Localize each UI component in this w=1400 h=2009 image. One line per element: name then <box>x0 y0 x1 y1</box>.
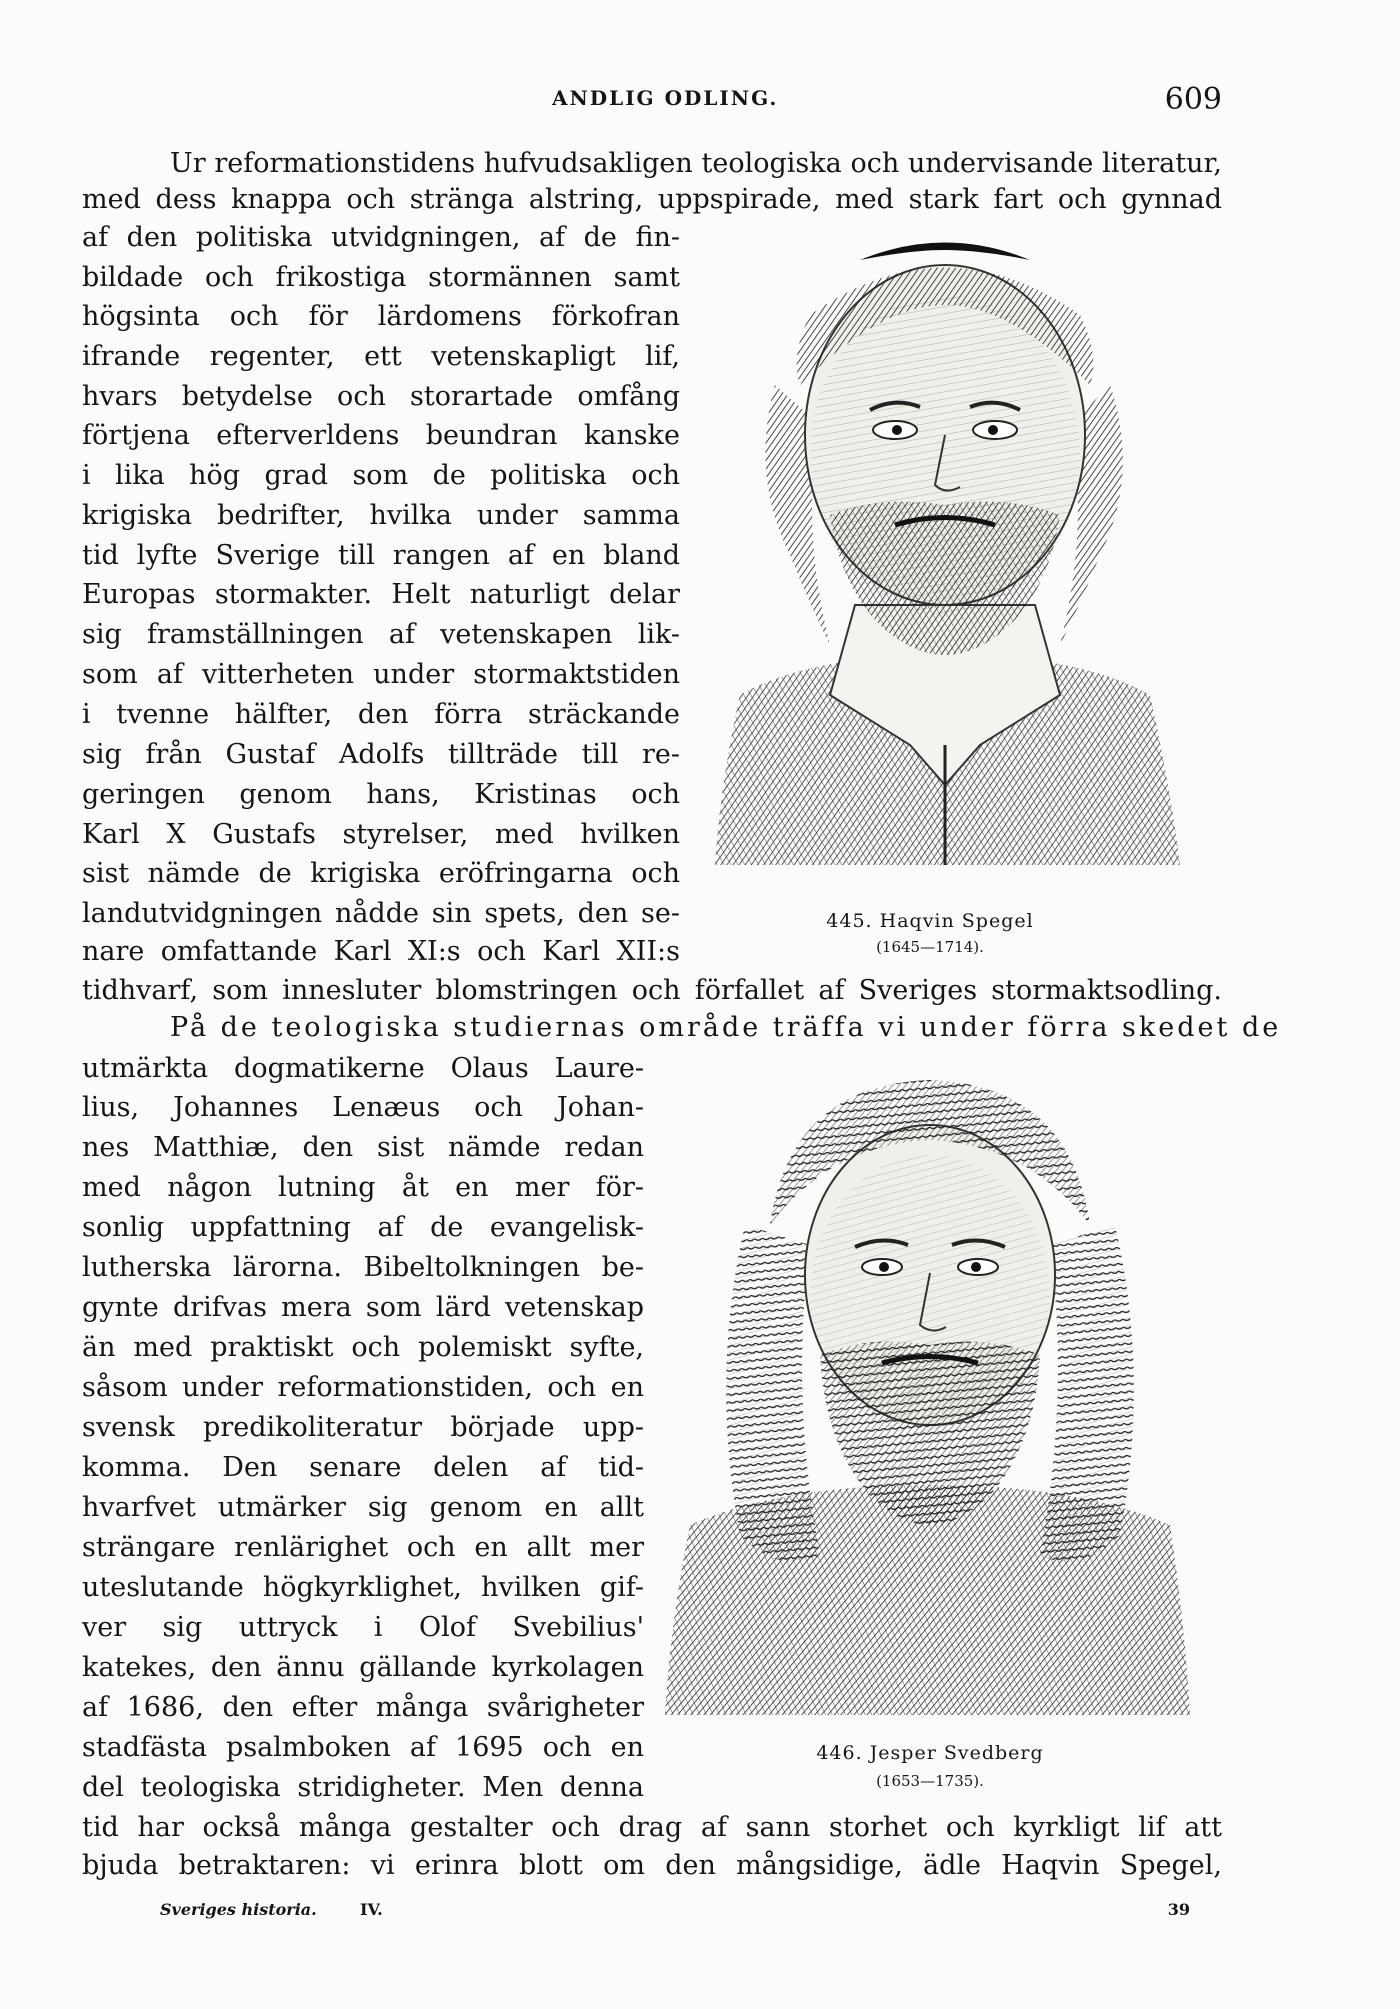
engraving-image <box>650 1055 1210 1725</box>
text-line: lius, Johannes Lenæus och Johan- <box>82 1092 644 1123</box>
text-line: tid lyfte Sverige till rangen af en bland <box>82 540 680 571</box>
signature-mark: Sveriges historia. <box>160 1900 317 1919</box>
running-head <box>82 82 1222 118</box>
text-line: del teologiska stridigheter. Men denna <box>82 1772 644 1803</box>
text-line: i tvenne hälfter, den förra sträckande <box>82 699 680 730</box>
text-line: i lika hög grad som de politiska och <box>82 460 680 491</box>
text-line: tidhvarf, som innesluter blomstringen och förfallet af Sveriges stormaktsodling. <box>82 975 1222 1006</box>
text-line: sist nämde de krigiska eröfringarna och <box>82 858 680 889</box>
sheet-number: 39 <box>1167 1900 1190 1919</box>
text-line: högsinta och för lärdomens förkofran <box>82 301 680 332</box>
text-line: uteslutande högkyrklighet, hvilken gif- <box>82 1572 644 1603</box>
text-line: hvars betydelse och storartade omfång <box>82 381 680 412</box>
text-line: med någon lutning åt en mer för- <box>82 1172 644 1203</box>
text-line: svensk predikoliteratur började upp- <box>82 1412 644 1443</box>
page-footer <box>160 1900 1190 1930</box>
running-title: ANDLIG ODLING. <box>552 86 779 110</box>
text-line: På de teologiska studiernas område träffa vi under förra skedet de <box>170 1012 1282 1043</box>
text-line: sig från Gustaf Adolfs tillträde till re- <box>82 739 680 770</box>
text-line: katekes, den ännu gällande kyrkolagen <box>82 1652 644 1683</box>
engraving-image <box>680 225 1210 885</box>
text-line: ifrande regenter, ett vetenskapligt lif, <box>82 341 680 372</box>
figure-caption: 446. Jesper Svedberg <box>816 1742 1044 1764</box>
text-line: strängare renlärighet och en allt mer <box>82 1532 644 1563</box>
text-line: af den politiska utvidgningen, af de fin- <box>82 222 680 253</box>
portrait-jesper-svedberg <box>650 1055 1210 1725</box>
text-line: Ur reformationstidens hufvudsakligen teologiska och undervisande literatur, <box>170 148 1222 179</box>
text-line: nes Matthiæ, den sist nämde redan <box>82 1132 644 1163</box>
text-line: såsom under reformationstiden, och en <box>82 1372 644 1403</box>
figure-dates: (1645—1714). <box>876 938 984 956</box>
text-line: ver sig uttryck i Olof Svebilius' <box>82 1612 644 1643</box>
text-line: med dess knappa och stränga alstring, uppspirade, med stark fart och gynnad <box>82 184 1222 215</box>
text-line: sig framställningen af vetenskapen lik- <box>82 619 680 650</box>
text-line: af 1686, den efter många svårigheter <box>82 1692 644 1723</box>
figure-dates: (1653—1735). <box>876 1772 984 1790</box>
text-line: som af vitterheten under stormaktstiden <box>82 659 680 690</box>
text-line: bjuda betraktaren: vi erinra blott om den mångsidige, ädle Haqvin Spegel, <box>82 1850 1222 1881</box>
portrait-haqvin-spegel <box>680 225 1210 885</box>
text-line: än med praktiskt och polemiskt syfte, <box>82 1332 644 1363</box>
text-line: Karl X Gustafs styrelser, med hvilken <box>82 819 680 850</box>
text-line: Europas stormakter. Helt naturligt delar <box>82 579 680 610</box>
text-line: förtjena efterverldens beundran kanske <box>82 420 680 451</box>
text-line: stadfästa psalmboken af 1695 och en <box>82 1732 644 1763</box>
text-line: lutherska lärorna. Bibeltolkningen be- <box>82 1252 644 1283</box>
volume-mark: IV. <box>360 1900 383 1919</box>
page-number: 609 <box>1164 82 1222 117</box>
text-line: komma. Den senare delen af tid- <box>82 1452 644 1483</box>
text-line: tid har också många gestalter och drag af sann storhet och kyrkligt lif att <box>82 1812 1222 1843</box>
text-line: bildade och frikostiga stormännen samt <box>82 262 680 293</box>
text-line: hvarfvet utmärker sig genom en allt <box>82 1492 644 1523</box>
text-line: landutvidgningen nådde sin spets, den se- <box>82 898 680 929</box>
text-line: nare omfattande Karl XI:s och Karl XII:s <box>82 936 680 967</box>
figure-caption: 445. Haqvin Spegel <box>826 910 1034 932</box>
text-line: sonlig uppfattning af de evangelisk- <box>82 1212 644 1243</box>
text-line: gynte drifvas mera som lärd vetenskap <box>82 1292 644 1323</box>
text-line: geringen genom hans, Kristinas och <box>82 779 680 810</box>
text-line: utmärkta dogmatikerne Olaus Laure- <box>82 1053 644 1084</box>
text-line: krigiska bedrifter, hvilka under samma <box>82 500 680 531</box>
